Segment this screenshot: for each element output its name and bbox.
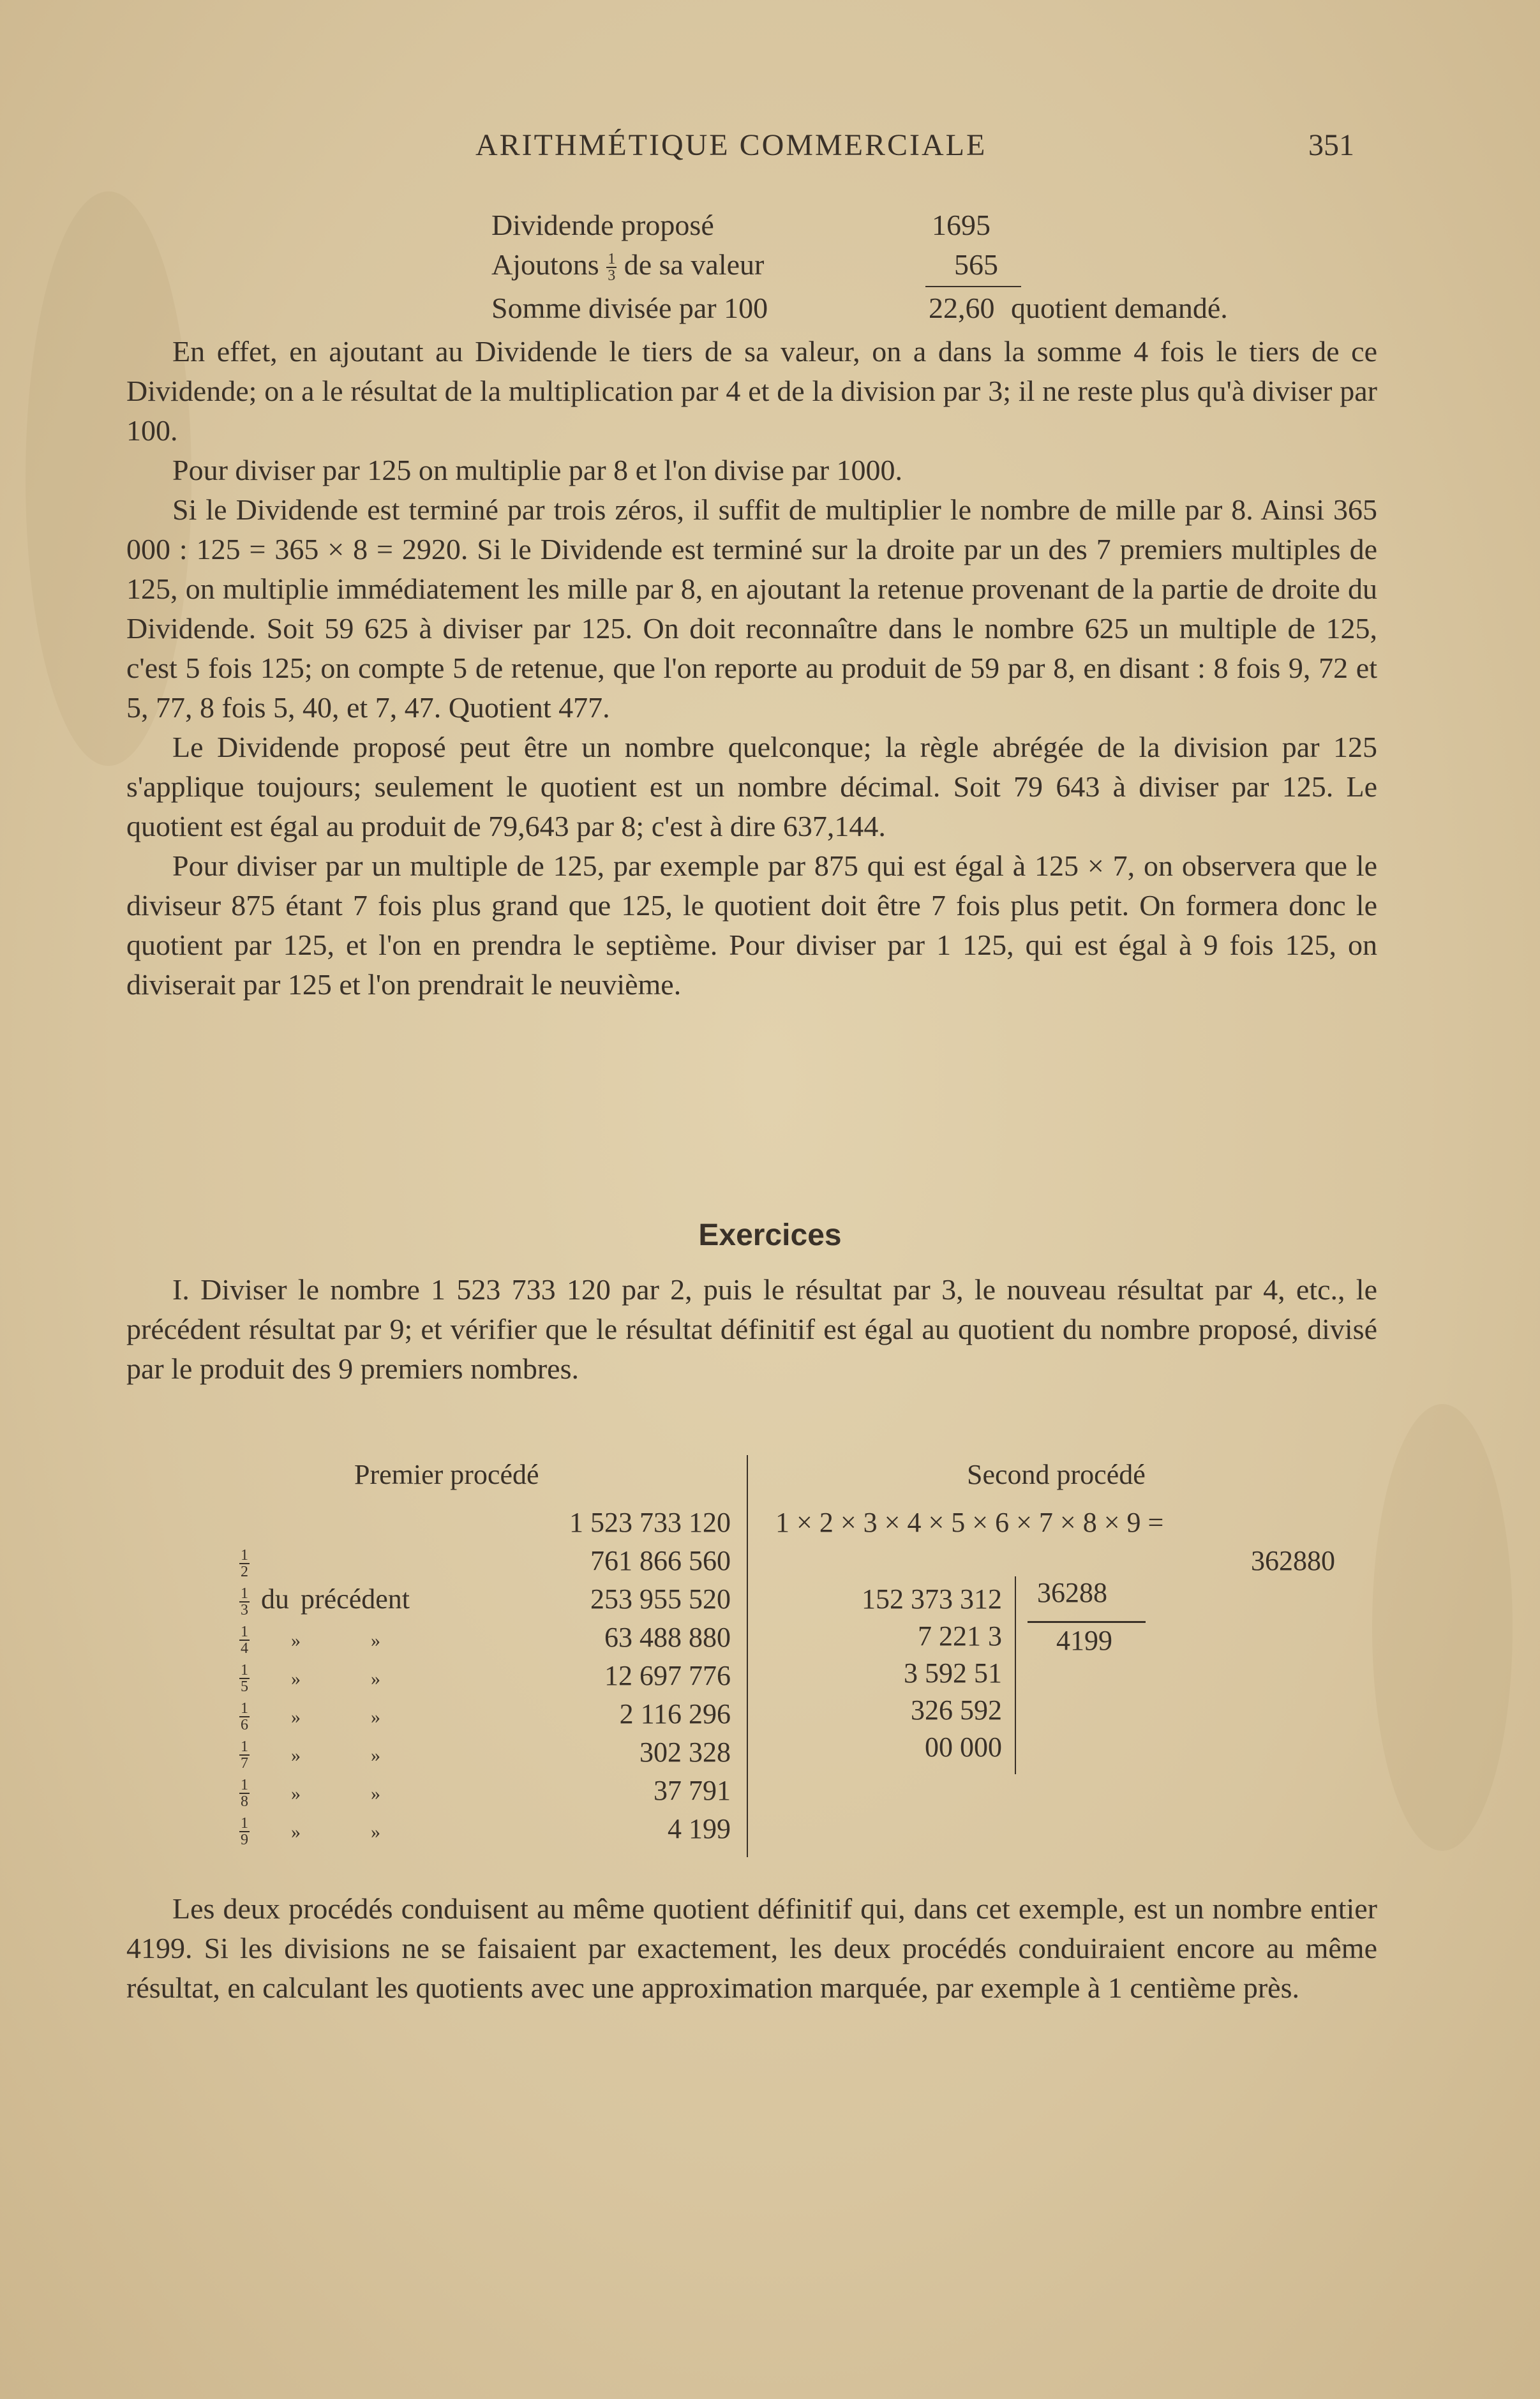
ditto-mark: »: [291, 1668, 301, 1689]
row-fraction-group: [239, 1698, 380, 1733]
calc-value: 22,60: [929, 292, 995, 324]
calc-value: 565: [954, 248, 998, 281]
calc-row-2: [491, 248, 764, 283]
fraction: $\frac{1}{3}$: [241, 1585, 248, 1618]
running-header: ARITHMÉTIQUE COMMERCIALE: [475, 128, 987, 162]
row-label: du: [261, 1583, 289, 1615]
division-line: 00 000: [925, 1731, 1002, 1763]
body-text: [126, 332, 1377, 1005]
division-line: 7 221 3: [918, 1620, 1002, 1652]
ditto-mark: »: [291, 1745, 301, 1766]
row-fraction-group: [239, 1736, 380, 1771]
paragraph: Pour diviser par un multiple de 125, par exemple par 875 qui est égal à 125 × 7, on observera que le diviseur 875 étant 7 fois plus grand que 125, le quotient doit être 7 fois plus petit. On formera donc le quotient par 125, et l'on en prendra le septième. Pour diviser par 1 125, qui est égal à 9 fois 125, on diviserait par 125 et l'on prendrait le neuvième.: [126, 849, 1377, 1001]
row-value: 761 866 560: [590, 1545, 731, 1576]
calc-result: [929, 291, 1228, 325]
ditto-mark: »: [371, 1630, 380, 1651]
ditto-mark: »: [371, 1745, 380, 1766]
fraction: $\frac{1}{3}$: [608, 251, 616, 285]
calc-label: Ajoutons: [491, 248, 599, 281]
paragraph: Pour diviser par 125 on multiplie par 8 et l'on divise par 1000.: [172, 454, 903, 486]
quotient-rule: [1028, 1621, 1146, 1623]
row-value: 12 697 776: [604, 1660, 731, 1691]
row-value: 302 328: [639, 1737, 731, 1768]
right-column-header: Second procédé: [967, 1459, 1146, 1490]
start-value: 1 523 733 120: [569, 1507, 731, 1538]
row-value: 2 116 296: [619, 1698, 731, 1730]
ditto-mark: »: [371, 1821, 380, 1842]
fraction: $\frac{1}{7}$: [241, 1738, 248, 1772]
calc-suffix: quotient demandé.: [1011, 292, 1228, 324]
division-bar: [1015, 1576, 1016, 1774]
paragraph: En effet, en ajoutant au Dividende le tiers de sa valeur, on a dans la somme 4 fois le tiers de ce Dividende; on a le résultat de la multiplication par 4 et de la division par 3; il ne reste plus qu'à diviser par 100.: [126, 335, 1377, 447]
row-fraction-group: [239, 1659, 380, 1694]
left-column-header: Premier procédé: [354, 1459, 539, 1490]
paper-stain: [1372, 1404, 1513, 1851]
ditto-mark: »: [291, 1630, 301, 1651]
paragraph: Le Dividende proposé peut être un nombre quelconque; la règle abrégée de la division par 125 s'applique toujours; seulement le quotient est un nombre décimal. Soit 79 643 à diviser par 125. Le quotient est égal au produit de 79,643 par 8; c'est à dire 637,144.: [126, 731, 1377, 842]
calc-value: 1695: [932, 209, 991, 241]
ditto-mark: »: [371, 1783, 380, 1804]
row-value: 37 791: [654, 1775, 731, 1806]
product-value: 362880: [1251, 1545, 1335, 1576]
sum-rule: [925, 286, 1021, 287]
exercise-text: [126, 1270, 1377, 1389]
calc-label: Dividende proposé: [491, 209, 714, 241]
row-label: précédent: [301, 1583, 410, 1615]
division-line: 3 592 51: [904, 1657, 1002, 1689]
ditto-mark: »: [291, 1783, 301, 1804]
divisor: 36288: [1037, 1577, 1107, 1608]
fraction: $\frac{1}{5}$: [241, 1661, 248, 1695]
row-value: 253 955 520: [590, 1583, 731, 1615]
row-fraction-group: [239, 1621, 380, 1656]
row-fraction-group: [239, 1812, 380, 1848]
exercise-item: I. Diviser le nombre 1 523 733 120 par 2, puis le résultat par 3, le nouveau résultat par 4, etc., le précédent résultat par 9; et vérifier que le résultat définitif est égal au quotient du nombre proposé, divisé par le produit des 9 premiers nombres.: [126, 1273, 1377, 1385]
ditto-mark: »: [291, 1821, 301, 1842]
calc-row-3: [491, 291, 768, 325]
fraction: $\frac{1}{8}$: [241, 1776, 248, 1810]
paragraph: Si le Dividende est terminé par trois zéros, il suffit de multiplier le nombre de mille par 8. Ainsi 365 000 : 125 = 365 × 8 = 2920. Si le Dividende est terminé sur la droite par un des 7 premiers multiples de 125, on multiplie immédiatement les mille par 8, en ajoutant la retenue provenant de la partie de droite du Dividende. Soit 59 625 à diviser par 125. On doit reconnaître dans le nombre 625 un multiple de 125, c'est 5 fois 125; on compte 5 de retenue, que l'on reporte au produit de 59 par 8, en disant : 8 fois 9, 72 et 5, 77, 8 fois 5, 40, et 7, 47. Quotient 477.: [126, 493, 1377, 724]
row-fraction-group: [239, 1583, 410, 1618]
ditto-mark: »: [371, 1668, 380, 1689]
ditto-mark: »: [371, 1707, 380, 1728]
row-fraction-group: [239, 1774, 380, 1809]
paragraph: Les deux procédés conduisent au même quotient définitif qui, dans cet exemple, est un nombre entier 4199. Si les divisions ne se faisaient par exactement, les deux procédés conduiraient encore au même résultat, en calculant les quotients avec une approximation marquée, par exemple à 1 centième près.: [126, 1892, 1377, 2004]
fraction: $\frac{1}{2}$: [241, 1546, 248, 1580]
calc-label: Somme divisée par 100: [491, 292, 768, 324]
ditto-mark: »: [291, 1707, 301, 1728]
calc-row-1: [491, 208, 714, 242]
row-fraction-group: [239, 1544, 250, 1580]
quotient: 4199: [1056, 1625, 1112, 1656]
row-value: 4 199: [668, 1813, 731, 1844]
exercises-heading: Exercices: [698, 1218, 842, 1252]
row-value: 63 488 880: [604, 1622, 731, 1653]
page-number: 351: [1308, 128, 1354, 162]
fraction: $\frac{1}{4}$: [241, 1623, 248, 1657]
conclusion-text: [126, 1889, 1377, 2008]
table-divider: [747, 1455, 748, 1857]
fraction: $\frac{1}{9}$: [241, 1814, 248, 1848]
division-line: 152 373 312: [862, 1583, 1002, 1615]
fraction: $\frac{1}{6}$: [241, 1700, 248, 1733]
calc-label: de sa valeur: [624, 248, 765, 281]
product-expression: 1 × 2 × 3 × 4 × 5 × 6 × 7 × 8 × 9 =: [775, 1507, 1164, 1538]
division-line: 326 592: [911, 1694, 1002, 1726]
